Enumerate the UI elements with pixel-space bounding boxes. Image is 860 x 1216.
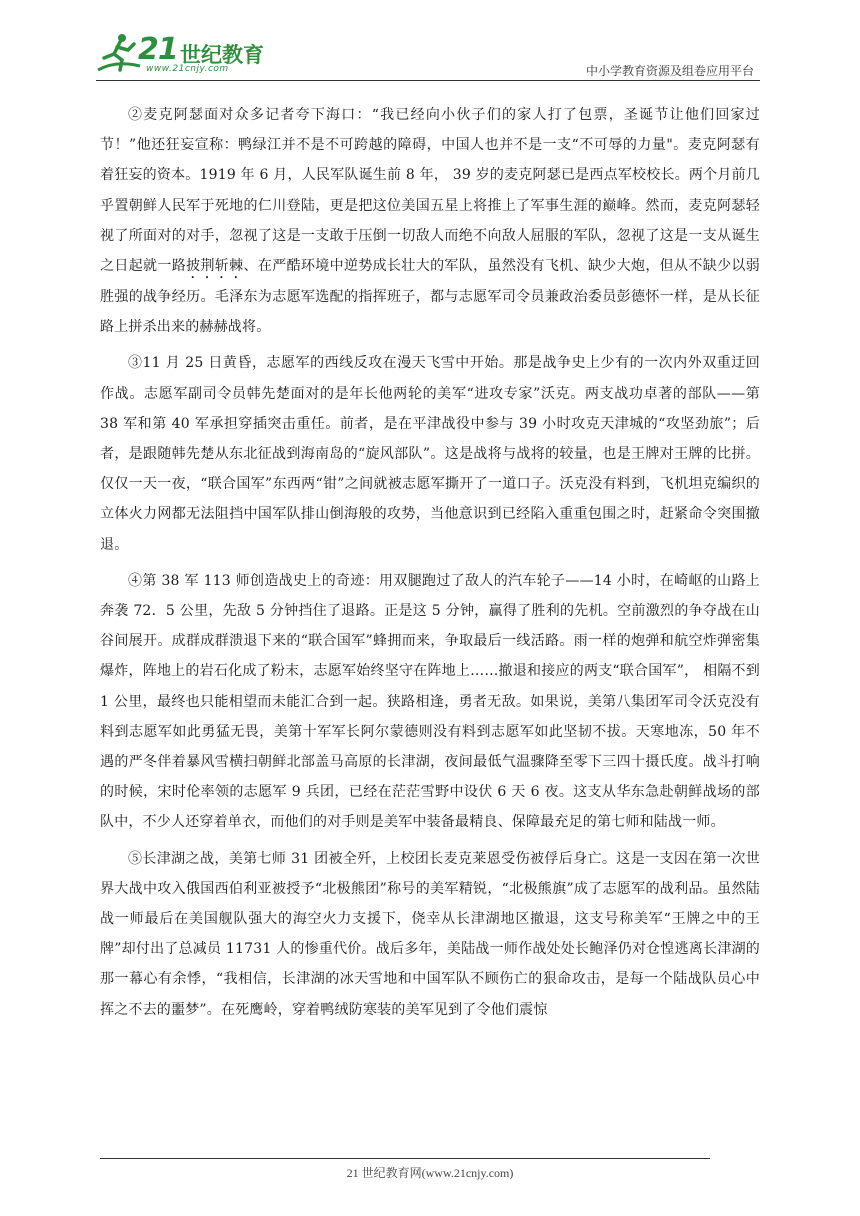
- header-divider: [96, 80, 760, 81]
- emphasized-phrase: 披荆斩棘: [186, 258, 244, 275]
- paragraph-2-text-b: 、在严酷环境中逆势成长壮大的军队，虽然没有飞机、缺少大炮，但从不缺少以弱胜强的战争经历。毛泽东为志愿军选配的指挥班子，都与志愿军司令员兼政治委员彭德怀一样，是从长征路上拼杀出来的赫赫战将。: [100, 258, 760, 336]
- paragraph-3: ③11 月 25 日黄昏，志愿军的西线反攻在漫天飞雪中开始。那是战争史上少有的一次内外双重迂回作战。志愿军副司令员韩先楚面对的是年长他两轮的美军“进攻专家”沃克。两支战功卓著的部队——第 38 军和第 40 军承担穿插突击重任。前者，是在平津战役中参与 39 小时攻克天津城的“攻坚劲旅”；后者，是跟随韩先楚从东北征战到海南岛的“旋风部队”。这是战将与战将的较量，也是王牌对王牌的比拼。仅仅一天一夜，“联合国军”东西两“钳”之间就被志愿军撕开了一道口子。沃克没有料到，飞机坦克编织的立体火力网都无法阻挡中国军队排山倒海般的攻势，当他意识到已经陷入重重包围之时，赶紧命令突围撤退。: [100, 355, 760, 553]
- logo-name: 世纪教育: [180, 43, 264, 67]
- article-body: [100, 100, 760, 1031]
- page-footer[interactable]: 21 世纪教育网(www.21cnjy.com): [346, 1166, 514, 1180]
- page-header: [96, 30, 760, 80]
- logo-number: 21: [138, 32, 178, 67]
- footer-divider: [100, 1158, 710, 1159]
- logo-url: www.21cnjy.com: [146, 64, 229, 74]
- paragraph-2-text-a: ②麦克阿瑟面对众多记者夸下海口：“我已经向小伙子们的家人打了包票，圣诞节让他们回家过节！”他还狂妄宣称：鸭绿江并不是不可跨越的障碍，中国人也并不是一支“不可辱的力量"。麦克阿瑟有着狂妄的资本。1919 年 6 月，人民军队诞生前 8 年， 39 岁的麦克阿瑟已是西点军校校长。两个月前几乎置朝鲜人民军于死地的仁川登陆，更是把这位美国五星上将推上了军事生涯的巅峰。然而，麦克阿瑟轻视了所面对的对手，忽视了这是一支敢于压倒一切敌人而绝不向敌人屈服的军队，忽视了这是一支从诞生之日起就一路: [100, 107, 760, 275]
- site-logo[interactable]: [96, 30, 286, 76]
- platform-title: 中小学教育资源及组卷应用平台: [585, 64, 754, 78]
- paragraph-4: ④第 38 军 113 师创造战史上的奇迹：用双腿跑过了敌人的汽车轮子——14 小时，在崎岖的山路上奔袭 72．5 公里，先敌 5 分钟挡住了退路。正是这 5 分钟，赢得了胜利的先机。空前激烈的争夺战在山谷间展开。成群成群溃退下来的“联合国军”蜂拥而来，争取最后一线活路。雨一样的炮弹和航空炸弹密集爆炸，阵地上的岩石化成了粉末，志愿军始终坚守在阵地上……撤退和接应的两支“联合国军”， 相隔不到 1 公里，最终也只能相望而未能汇合到一起。狭路相逢，勇者无敌。如果说，美第八集团军司令沃克没有料到志愿军如此勇猛无畏，美第十军军长阿尔蒙德则没有料到志愿军如此坚韧不拔。天寒地冻，50 年不遇的严冬伴着暴风雪横扫朝鲜北部盖马高原的长津湖，夜间最低气温骤降至零下三四十摄氏度。战斗打响的时候，宋时伦率领的志愿军 9 兵团，已经在茫茫雪野中设伏 6 天 6 夜。这支从华东急赴朝鲜战场的部队中，不少人还穿着单衣，而他们的对手则是美军中装备最精良、保障最充足的第七师和陆战一师。: [100, 572, 760, 831]
- paragraph-2: [100, 100, 760, 342]
- paragraph-5: ⑤长津湖之战，美第七师 31 团被全歼，上校团长麦克莱恩受伤被俘后身亡。这是一支因在第一次世界大战中攻入俄国西伯利亚被授予“北极熊团”称号的美军精锐，“北极熊旗”成了志愿军的战利品。虽然陆战一师最后在美国舰队强大的海空火力支援下，侥幸从长津湖地区撤退，这支号称美军“王牌之中的王牌”却付出了总减员 11731 人的惨重代价。战后多年，美陆战一师作战处处长鲍泽仍对仓惶逃离长津湖的那一幕心有余悸，“我相信，长津湖的冰天雪地和中国军队不顾伤亡的狠命攻击，是每一个陆战队员心中挥之不去的噩梦”。在死鹰岭，穿着鸭绒防寒装的美军见到了令他们震惊: [100, 850, 760, 1018]
- runner-icon: [96, 30, 142, 76]
